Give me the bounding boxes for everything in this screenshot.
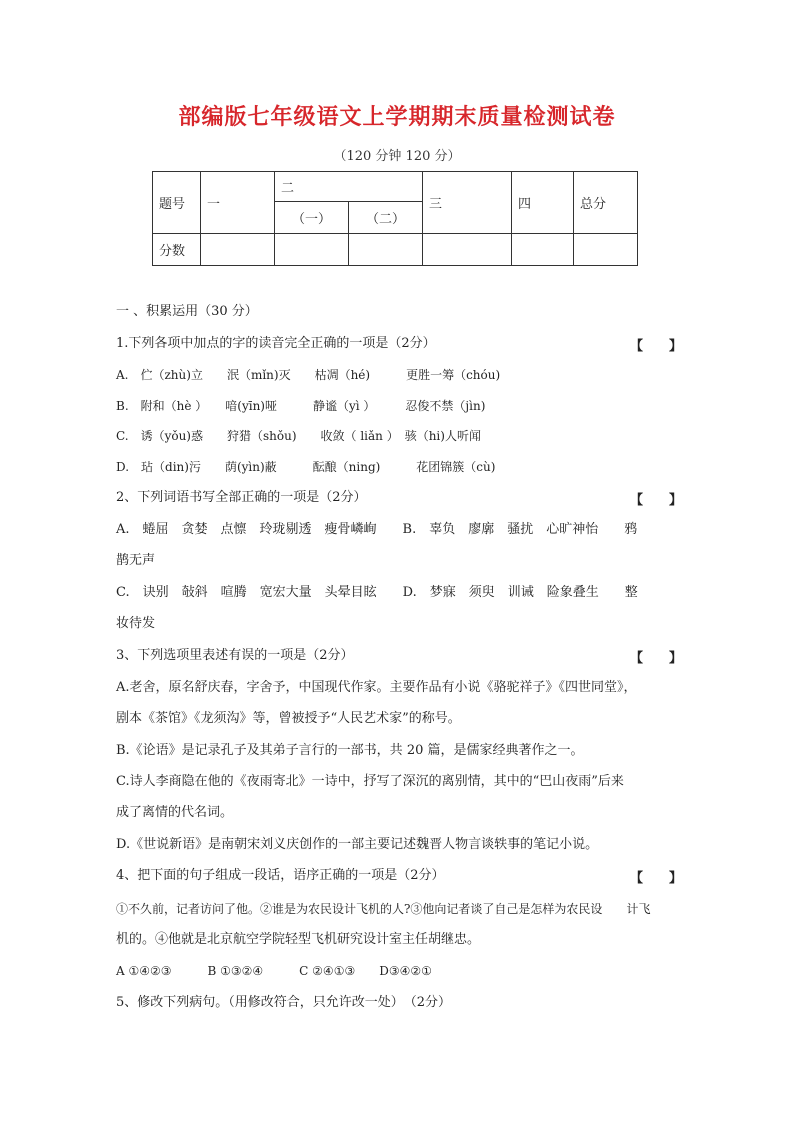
score-cell: [349, 234, 423, 266]
page-title: 部编版七年级语文上学期期末质量检测试卷: [178, 104, 616, 130]
score-cell: [275, 234, 349, 266]
question-2-stem: 2、下列词语书写全部正确的一项是（2分）: [116, 490, 367, 505]
score-table-col-4: 四: [512, 172, 574, 234]
question-1-option-d: D. 玷（din)污 荫(yìn)蔽 酝酿（ning) 花团锦簇（cù): [116, 460, 496, 474]
answer-bracket: 【 】: [630, 871, 683, 886]
score-table-col-2a: （一）: [275, 202, 349, 234]
answer-bracket: 【 】: [630, 339, 683, 354]
question-3-stem: 3、下列选项里表述有误的一项是（2分）: [116, 648, 354, 663]
page-subtitle: （120 分钟 120 分）: [333, 149, 461, 164]
score-table-col-2: 二: [275, 172, 423, 202]
question-1-option-b: B. 附和（hè ） 喑(yīn)哑 静谧（yì ） 忍俊不禁（jìn): [116, 399, 486, 413]
answer-bracket: 【 】: [630, 493, 683, 508]
question-4-text-cont: 机的。④他就是北京航空学院轻型飞机研究设计室主任胡继忠。: [116, 932, 481, 947]
answer-bracket: 【 】: [630, 651, 683, 666]
question-2-options-cd-cont: 妆待发: [116, 616, 156, 631]
question-4-stem: 4、把下面的句子组成一段话，语序正确的一项是（2分）: [116, 868, 445, 883]
question-3-option-d: D.《世说新语》是南朝宋刘义庆创作的一部主要记述魏晋人物言谈轶事的笔记小说。: [116, 837, 599, 852]
question-3-option-a-cont: 剧本《茶馆》《龙须沟》等，曾被授予“人民艺术家”的称号。: [116, 711, 461, 726]
question-1-option-c: C. 诱（yǒu)惑 狩猎（shǒu) 收敛（ liǎn ） 骇（hi)人听闻: [116, 429, 481, 443]
question-5-stem: 5、修改下列病句。（用修改符合，只允许改一处） （2分）: [116, 995, 452, 1010]
score-cell: [201, 234, 275, 266]
score-table-header-label: 题号: [153, 172, 201, 234]
question-2-options-cd: C. 诀别 敧斜 喧腾 宽宏大量 头晕目眩 D. 梦寐 须臾 训诫 险象叠生 整: [116, 585, 638, 600]
question-3-option-c: C.诗人李商隐在他的《夜雨寄北》一诗中，抒写了深沉的离别情，其中的“巴山夜雨”后来: [116, 774, 624, 789]
score-cell: [423, 234, 512, 266]
score-table-col-1: 一: [201, 172, 275, 234]
question-3-option-a: A.老舍，原名舒庆春，字舍予，中国现代作家。主要作品有小说《骆驼祥子》《四世同堂》，: [116, 680, 637, 695]
score-cell: [574, 234, 638, 266]
question-1-stem: 1.下列各项中加点的字的读音完全正确的一项是（2分）: [116, 336, 436, 351]
question-3-option-b: B.《论语》是记录孔子及其弟子言行的一部书，共 20 篇，是儒家经典著作之一。: [116, 743, 584, 758]
question-2-options-ab-cont: 鹊无声: [116, 553, 156, 568]
score-table-col-2b: （二）: [349, 202, 423, 234]
score-table-col-total: 总分: [574, 172, 638, 234]
question-4-options: A ①④②③ B ①③②④ C ②④①③ D③④②①: [116, 964, 432, 978]
question-1-option-a: A. 伫（zhù)立 泯（mǐn)灭 枯凋（hé) 更胜一筹（chóu): [116, 368, 501, 382]
score-table-score-label: 分数: [153, 234, 201, 266]
section-heading: 一 、积累运用（30 分）: [116, 304, 258, 319]
question-3-option-c-cont: 成了离情的代名词。: [116, 805, 234, 820]
score-table-col-3: 三: [423, 172, 512, 234]
question-2-options-ab: A. 蜷屈 贪婪 点懔 玲珑剔透 瘦骨嶙峋 B. 辜负 廖廓 骚扰 心旷神怡 鸦: [116, 522, 638, 537]
score-table: [152, 171, 638, 266]
question-4-text: ①不久前，记者访问了他。②谁是为农民设计飞机的人?③他向记者谈了自己是怎样为农民设 计飞: [116, 902, 651, 916]
score-cell: [512, 234, 574, 266]
